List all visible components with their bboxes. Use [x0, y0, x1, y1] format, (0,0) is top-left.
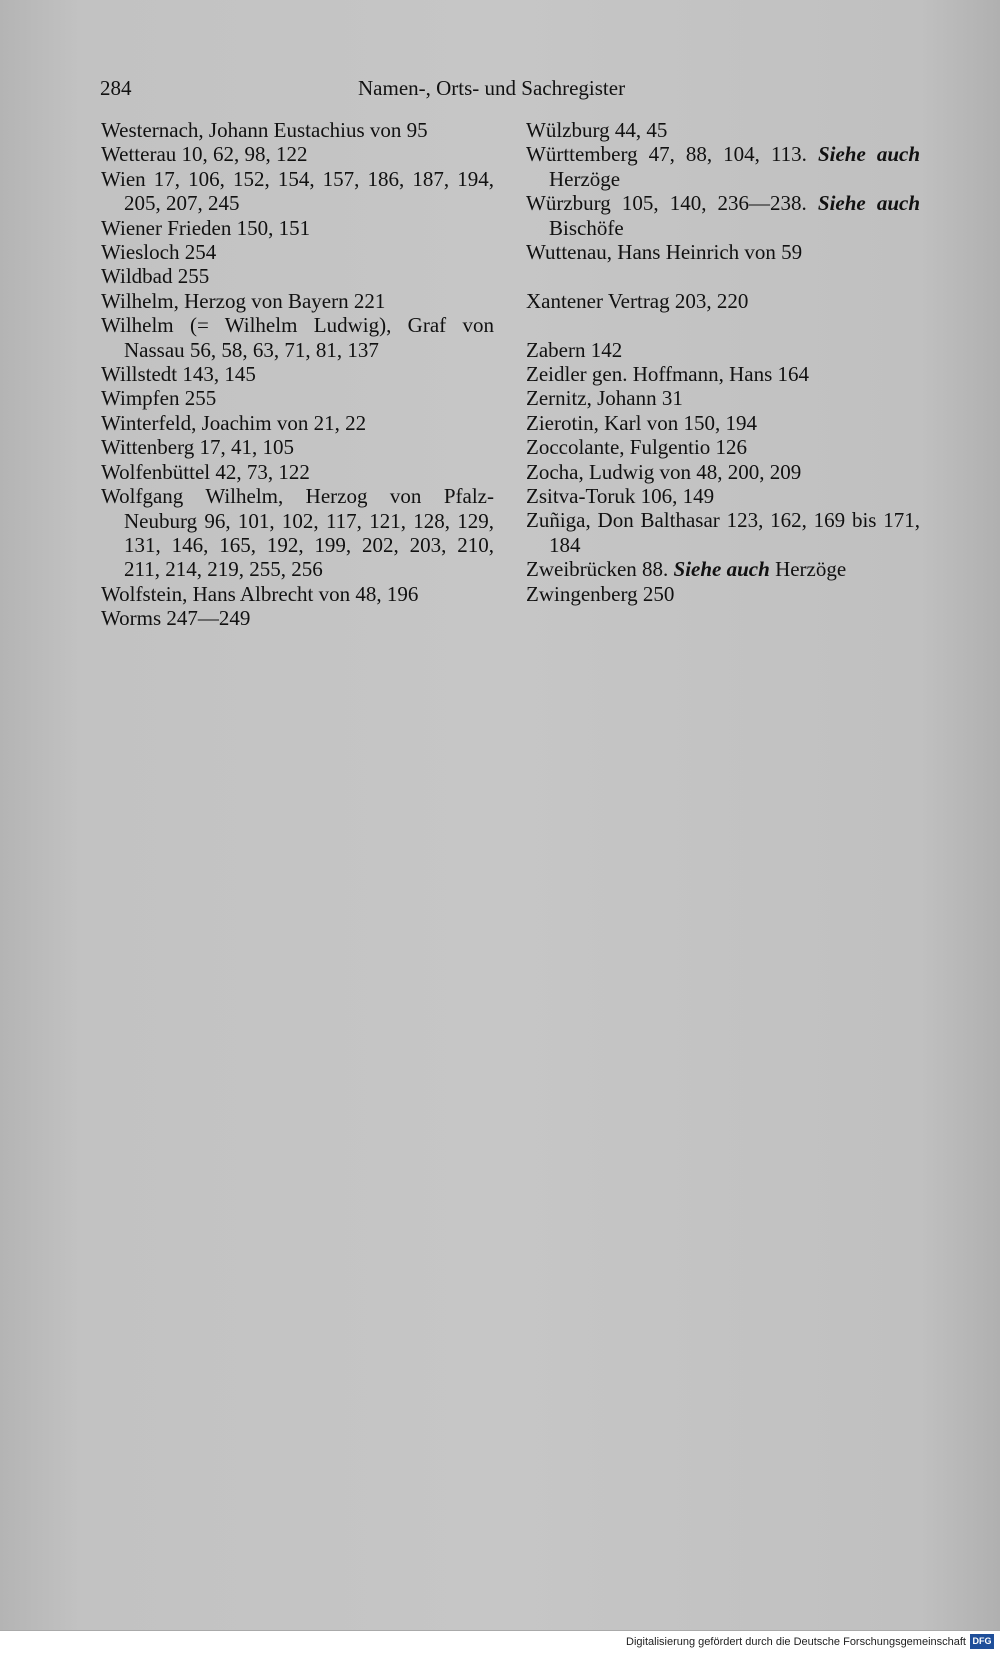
letter-group-gap — [526, 264, 920, 288]
index-entry: Winterfeld, Joachim von 21, 22 — [101, 410, 367, 435]
index-column-right — [526, 118, 920, 606]
entry-text: Zeidler gen. Hoffmann, Hans 164 — [526, 362, 810, 387]
index-entry — [526, 142, 920, 191]
entry-text: Zoccolante, Fulgentio 126 — [526, 435, 748, 460]
index-entry — [526, 435, 920, 459]
index-entry: Wetterau 10, 62, 98, 122 — [101, 142, 308, 167]
entry-text: Zierotin, Karl von 150, 194 — [526, 410, 757, 435]
index-entry: Wolfgang Wilhelm, Herzog von Pfalz-Neuburg 96, 101, 102, 117, 121, 128, 129, 131, 146, 165, 192, 199, 202, 203, 210, 211, 214, 219, 255, 256 — [101, 484, 494, 582]
index-entry — [526, 338, 920, 362]
digitization-footer — [0, 1630, 1000, 1653]
entry-text: Zocha, Ludwig von 48, 200, 209 — [526, 459, 802, 484]
index-entry — [526, 411, 920, 435]
see-also-ref: Bischöfe — [549, 215, 624, 240]
entry-text: Xantener Vertrag 203, 220 — [526, 288, 749, 313]
entry-text: Würzburg 105, 140, 236—238. — [526, 191, 807, 216]
entry-text: Zsitva-Toruk 106, 149 — [526, 484, 715, 509]
index-entry — [526, 508, 920, 557]
entry-text: Zwingenberg 250 — [526, 581, 675, 606]
index-entry: Wildbad 255 — [101, 264, 210, 289]
see-also-label: Siehe auch — [817, 142, 920, 167]
index-column-left — [101, 118, 494, 631]
index-entry: Westernach, Johann Eustachius von 95 — [101, 118, 428, 142]
entry-text: Zernitz, Johann 31 — [526, 386, 683, 411]
index-entry: Wittenberg 17, 41, 105 — [101, 435, 294, 460]
see-also-label: Siehe auch — [817, 191, 921, 216]
page-number: 284 — [100, 76, 132, 100]
entry-text: Wülzburg 44, 45 — [526, 118, 668, 142]
index-entry: Wien 17, 106, 152, 154, 157, 186, 187, 194, 205, 207, 245 — [101, 166, 494, 216]
index-entry — [526, 240, 920, 264]
see-also-ref: Herzöge — [549, 166, 621, 191]
entry-text: Zabern 142 — [526, 337, 623, 362]
entry-text: Zweibrücken 88. — [526, 557, 669, 582]
index-entry: Wiener Frieden 150, 151 — [101, 215, 311, 240]
index-entry: Wilhelm, Herzog von Bayern 221 — [101, 288, 386, 313]
entry-text: Zuñiga, Don Balthasar 123, 162, 169 bis 171, 184 — [526, 508, 920, 557]
running-title: Namen-, Orts- und Sachregister — [358, 76, 626, 100]
page-header — [100, 76, 890, 106]
index-entry: Willstedt 143, 145 — [101, 362, 256, 387]
index-entry: Wolfstein, Hans Albrecht von 48, 196 — [101, 581, 419, 606]
index-entry — [526, 386, 920, 410]
index-entry — [526, 289, 920, 313]
letter-group-gap — [526, 313, 920, 337]
index-entry: Wiesloch 254 — [101, 240, 217, 265]
dfg-logo: DFG — [970, 1634, 994, 1649]
index-entry: Wimpfen 255 — [101, 386, 217, 411]
funding-credit: Digitalisierung gefördert durch die Deutsche Forschungsgemeinschaft — [626, 1636, 966, 1648]
index-entry — [526, 460, 920, 484]
entry-text: Wuttenau, Hans Heinrich von 59 — [526, 240, 803, 265]
see-also-ref: Herzöge — [775, 557, 847, 582]
index-entry — [526, 557, 920, 581]
entry-text: Württemberg 47, 88, 104, 113. — [526, 142, 807, 167]
index-entry — [526, 484, 920, 508]
index-entry: Wolfenbüttel 42, 73, 122 — [101, 459, 310, 484]
index-entry: Wilhelm (= Wilhelm Ludwig), Graf von Nassau 56, 58, 63, 71, 81, 137 — [101, 313, 494, 362]
index-entry — [526, 362, 920, 386]
index-entry — [526, 118, 920, 142]
index-entry — [526, 191, 920, 240]
index-entry: Worms 247—249 — [101, 606, 251, 631]
index-entry — [526, 582, 920, 606]
see-also-label: Siehe auch — [673, 557, 770, 582]
